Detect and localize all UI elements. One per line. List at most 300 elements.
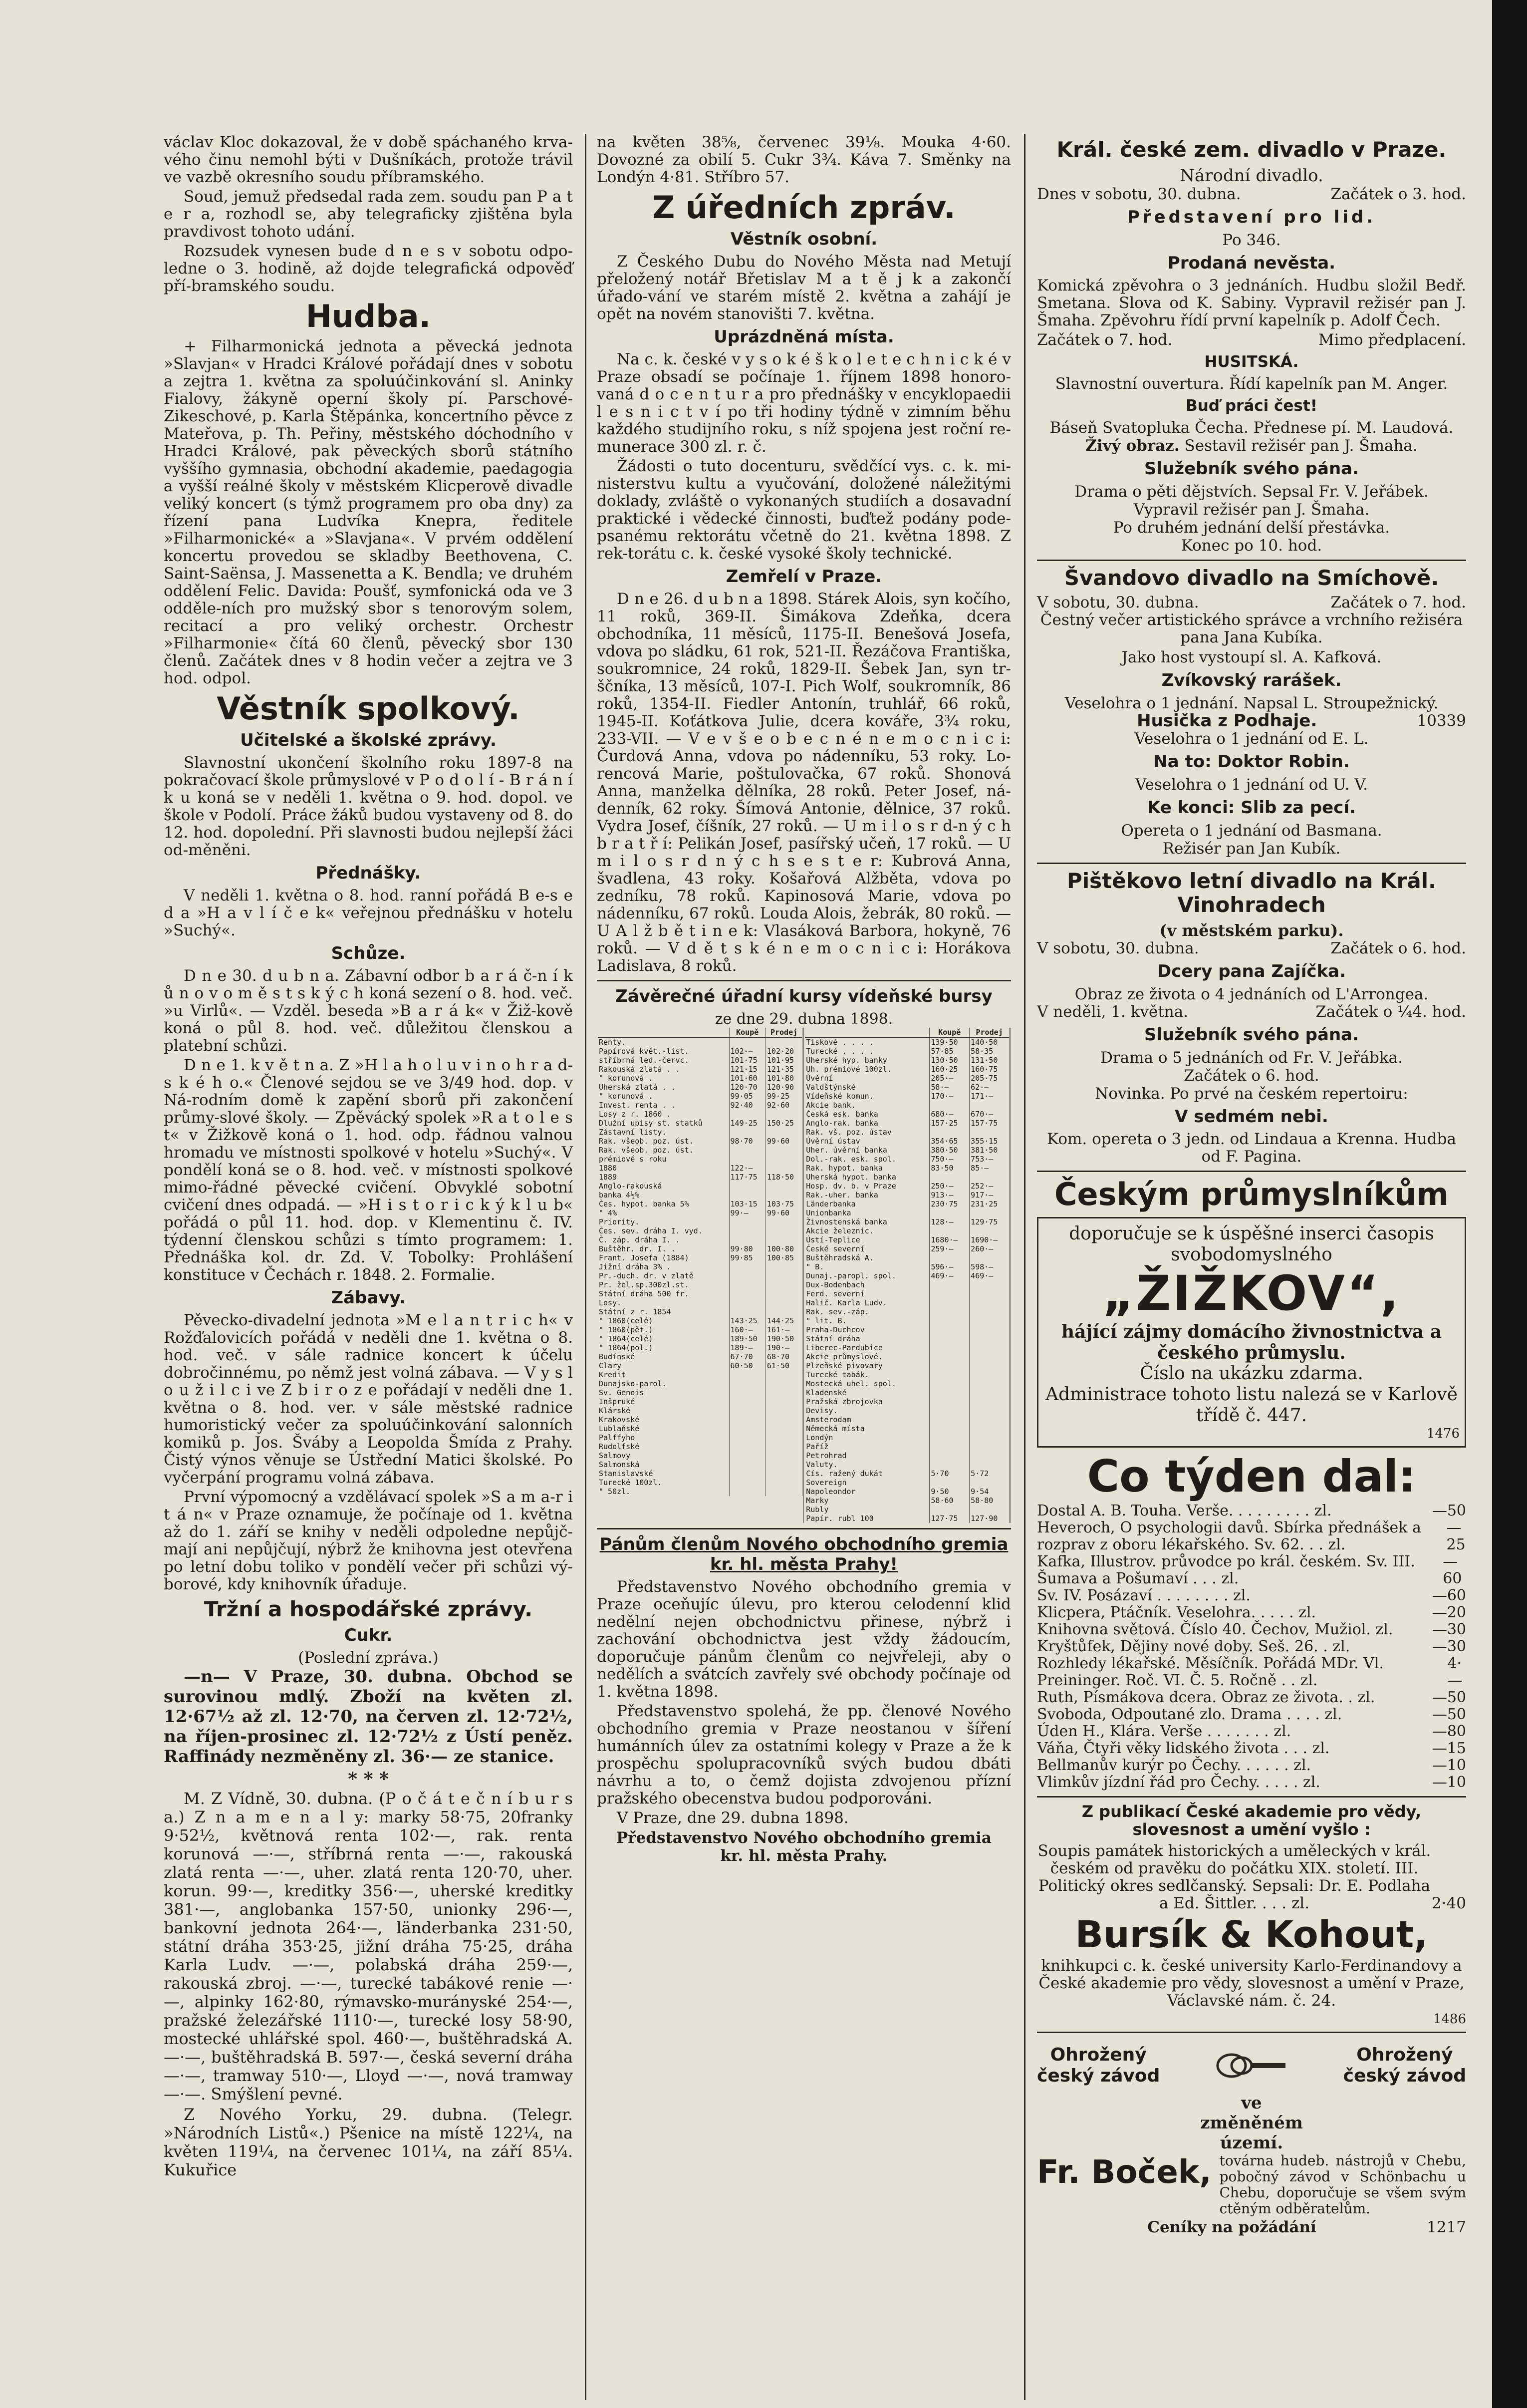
table-row	[598, 1460, 802, 1469]
table-cell	[970, 1101, 1010, 1110]
table-cell: Liberec-Pardubice	[805, 1343, 930, 1352]
table-row	[805, 1244, 1009, 1253]
table-cell: Marky	[805, 1496, 930, 1505]
column-rule	[585, 134, 586, 2400]
table-cell: 160·—	[729, 1325, 765, 1334]
table-row	[805, 1478, 1009, 1487]
table-cell	[970, 1442, 1010, 1451]
table-cell: Dunaj.-paropl. spol.	[805, 1271, 930, 1280]
table-row	[598, 1406, 802, 1415]
table-cell: Buštěhr. dr. I. .	[598, 1244, 729, 1253]
table-row	[598, 1164, 802, 1173]
play-title: Služebník svého pána.	[1144, 1025, 1359, 1045]
table-cell	[930, 1505, 970, 1514]
table-cell	[970, 1460, 1010, 1469]
table-row	[805, 1496, 1009, 1505]
table-row	[805, 1316, 1009, 1325]
table-cell: 144·25	[765, 1316, 802, 1325]
stock-subtable	[598, 1028, 802, 1496]
table-row	[805, 1119, 1009, 1128]
table-cell: 68·70	[765, 1352, 802, 1361]
table-cell	[729, 1182, 765, 1191]
table-cell: 120·70	[729, 1083, 765, 1092]
table-cell	[970, 1370, 1010, 1379]
table-row	[805, 1514, 1009, 1523]
table-row	[598, 1343, 802, 1352]
table-cell	[930, 1226, 970, 1235]
table-cell: Živnostenská banka	[805, 1217, 930, 1226]
program-start: Začátek o 7. hod.	[1037, 331, 1173, 349]
table-header: Koupě	[729, 1028, 765, 1037]
table-cell: Dunajsko-parol.	[598, 1379, 729, 1388]
divider	[597, 980, 1011, 981]
list-item	[1037, 1587, 1466, 1604]
table-cell: 101·75	[729, 1056, 765, 1065]
table-cell	[729, 1397, 765, 1406]
table-cell: 189·50	[729, 1334, 765, 1343]
program-note: Vypravil režisér pan J. Šmaha.	[1133, 501, 1370, 519]
table-row	[598, 1379, 802, 1388]
table-cell: Kredit	[598, 1370, 729, 1379]
table-row	[805, 1200, 1009, 1208]
table-cell	[765, 1262, 802, 1271]
table-cell	[765, 1379, 802, 1388]
table-cell: 913·—	[930, 1191, 970, 1200]
subheading-date: ze dne 29. dubna 1898.	[715, 1010, 893, 1028]
table-row	[805, 1101, 1009, 1110]
table-row	[805, 1379, 1009, 1388]
table-cell	[729, 1406, 765, 1415]
ad-text: Ohrožený	[1356, 2045, 1453, 2065]
table-cell	[729, 1433, 765, 1442]
table-row	[805, 1262, 1009, 1271]
table-cell	[765, 1289, 802, 1298]
table-cell: Dlužní upisy st. statků	[598, 1119, 729, 1128]
table-row	[805, 1128, 1009, 1137]
table-cell	[765, 1460, 802, 1469]
table-cell	[970, 1424, 1010, 1433]
table-cell: " 50zl.	[598, 1487, 729, 1496]
table-header	[805, 1028, 930, 1037]
list-item-price: —25	[1446, 1519, 1466, 1553]
table-cell: Ústí-Teplice	[805, 1235, 930, 1244]
table-cell: 120·90	[765, 1083, 802, 1092]
table-cell	[970, 1352, 1010, 1361]
list-item	[1037, 1757, 1466, 1774]
table-cell	[729, 1110, 765, 1119]
table-row	[598, 1119, 802, 1128]
table-cell: 98·70	[729, 1137, 765, 1146]
table-cell: Státní z r. 1854	[598, 1307, 729, 1316]
table-header	[598, 1028, 729, 1037]
table-row	[805, 1137, 1009, 1146]
divider	[1037, 1796, 1466, 1798]
table-cell: Rak. vš. poz. ústav	[805, 1128, 930, 1137]
table-row	[598, 1424, 802, 1433]
divider	[1037, 560, 1466, 561]
table-cell: Papír. rubl 100	[805, 1514, 930, 1523]
table-cell	[765, 1406, 802, 1415]
signature: kr. hl. města Prahy.	[720, 1847, 888, 1865]
theatre-subtitle: Národní divadlo.	[1180, 166, 1323, 186]
table-cell: Dol.-rak. esk. spol.	[805, 1155, 930, 1164]
table-row	[805, 1235, 1009, 1244]
divider	[1037, 2032, 1466, 2033]
ad-title-prumysl: Českým průmyslníkům	[1054, 1176, 1449, 1212]
table-cell	[729, 1155, 765, 1164]
list-item	[1037, 1706, 1466, 1723]
table-row	[805, 1352, 1009, 1361]
program-note: Novinka. Po prvé na českém repertoiru:	[1095, 1085, 1408, 1103]
ad-row	[1037, 2219, 1466, 2236]
table-cell: Amsterodam	[805, 1415, 930, 1424]
program-row	[1037, 331, 1466, 349]
table-row	[598, 1137, 802, 1146]
list-item-price: —30	[1432, 1638, 1466, 1655]
table-cell	[729, 1469, 765, 1478]
table-row	[805, 1191, 1009, 1200]
table-cell	[970, 1325, 1010, 1334]
table-cell: Rudolfské	[598, 1442, 729, 1451]
program-note: Obraz ze života o 4 jednáních od L'Arrongea.	[1074, 985, 1429, 1003]
table-cell: 57·85	[930, 1047, 970, 1056]
table-cell: Úvěrní	[805, 1074, 930, 1083]
table-cell	[970, 1307, 1010, 1316]
stock-subtable	[805, 1028, 1010, 1523]
table-row	[598, 1469, 802, 1478]
paragraph: Soud, jemuž předsedal rada zem. soudu pan P a t e r a, rozhodl se, aby telegraficky zjištěna byla pravdivost tohoto udání.	[164, 188, 573, 241]
table-cell: Uh. prémiové 100zl.	[805, 1065, 930, 1074]
table-cell: Frant. Josefa (1884)	[598, 1253, 729, 1262]
table-cell: Dux-Bodenbach	[805, 1280, 930, 1289]
table-row	[598, 1226, 802, 1235]
table-cell: 83·50	[930, 1164, 970, 1173]
table-cell	[970, 1298, 1010, 1307]
table-header: Prodej	[765, 1028, 802, 1037]
ad-text: český závod	[1037, 2066, 1160, 2086]
table-row	[598, 1442, 802, 1451]
table-cell	[970, 1397, 1010, 1406]
table-cell: Salmovy	[598, 1451, 729, 1460]
table-cell: Rak. sev.-záp.	[805, 1307, 930, 1316]
table-row	[598, 1370, 802, 1379]
ad-text: Číslo na ukázku zdarma.	[1140, 1363, 1363, 1384]
table-cell	[930, 1379, 970, 1388]
ad-text	[1343, 2045, 1466, 2087]
table-header: Koupě	[930, 1028, 970, 1037]
table-row	[805, 1451, 1009, 1460]
table-cell: Pr.-duch. dr. v zlatě	[598, 1271, 729, 1280]
table-cell: 101·60	[729, 1074, 765, 1083]
table-cell: 355·15	[970, 1137, 1010, 1146]
table-cell: 99·25	[765, 1092, 802, 1101]
table-cell: 99·60	[765, 1137, 802, 1146]
ad-text: Soupis památek historických a uměleckých v král. českém od pravěku do počátku XIX. století. III. Politický okres sedlčanský. Sepsali: Dr. E. Podlaha a Ed. Šittler. . . . zl.	[1037, 1842, 1431, 1912]
table-row	[598, 1280, 802, 1289]
table-cell: 99·85	[729, 1253, 765, 1262]
program-note: Sestavil režisér pan J. Šmaha.	[1184, 437, 1418, 455]
table-row	[598, 1307, 802, 1316]
play-title: Služebník svého pána.	[1144, 459, 1359, 479]
table-cell: 598·—	[970, 1262, 1010, 1271]
table-cell: Uher. úvěrní banka	[805, 1146, 930, 1155]
table-cell	[729, 1451, 765, 1460]
ad-price: 2·40	[1431, 1894, 1466, 1912]
table-cell	[765, 1442, 802, 1451]
table-cell: 250·—	[930, 1182, 970, 1191]
table-cell	[765, 1271, 802, 1280]
play-title: Ke konci: Slib za pecí.	[1147, 798, 1356, 818]
table-row	[598, 1182, 802, 1191]
table-cell	[729, 1217, 765, 1226]
ad-text	[1037, 2093, 1466, 2153]
program-note: Konec po 10. hod.	[1181, 537, 1322, 555]
table-cell: 189·—	[729, 1343, 765, 1352]
program-start: Začátek o 7. hod.	[1330, 594, 1466, 611]
table-cell: 380·50	[930, 1146, 970, 1155]
table-cell: 103·15	[729, 1200, 765, 1208]
table-cell: Devisy.	[805, 1406, 930, 1415]
table-cell	[729, 1226, 765, 1235]
separator-stars: * * *	[348, 1769, 389, 1790]
table-cell: Pr. žel.sp.300zl.st.	[598, 1280, 729, 1289]
list-item-title: Váňa, Čtyři věky lidského života . . . zl.	[1037, 1740, 1330, 1757]
program-row	[1037, 940, 1466, 957]
table-cell: Hosp. dv. b. v Praze	[805, 1182, 930, 1191]
table-row	[805, 1433, 1009, 1442]
paragraph: Z Českého Dubu do Nového Města nad Metují přeložený notář Břetislav M a t ě j k a zakončí úřado-vání ve starém místě 2. května a zahájí je opět na novém stanovišti 7. května.	[597, 253, 1011, 323]
table-row	[598, 1334, 802, 1343]
table-row	[598, 1361, 802, 1370]
subheading: Přednášky.	[315, 863, 421, 883]
table-cell	[930, 1173, 970, 1182]
list-item-title: Kryštůfek, Dějiny nové doby. Seš. 26. . zl.	[1037, 1638, 1350, 1655]
list-item-title: Klicpera, Ptáčník. Veselohra. . . . . zl.	[1037, 1604, 1316, 1621]
table-cell: 596·—	[930, 1262, 970, 1271]
table-row	[805, 1208, 1009, 1217]
table-row	[805, 1307, 1009, 1316]
table-cell: Salmonská	[598, 1460, 729, 1469]
table-cell: Uherské hyp. banky	[805, 1056, 930, 1065]
table-cell: 58·—	[930, 1083, 970, 1092]
table-cell	[765, 1217, 802, 1226]
list-item-title: Svoboda, Odpoutané zlo. Drama . . . . zl.	[1037, 1706, 1342, 1723]
table-cell: 131·50	[970, 1056, 1010, 1065]
table-row	[598, 1262, 802, 1271]
table-cell: 5·70	[930, 1469, 970, 1478]
table-cell	[930, 1208, 970, 1217]
table-cell	[970, 1280, 1010, 1289]
table-cell	[729, 1298, 765, 1307]
list-item	[1037, 1503, 1466, 1519]
table-cell: 102·20	[765, 1047, 802, 1056]
table-cell	[765, 1298, 802, 1307]
paragraph: V Praze, dne 29. dubna 1898.	[617, 1809, 849, 1827]
ad-text: území.	[1220, 2133, 1283, 2153]
table-cell: Petrohrad	[805, 1451, 930, 1460]
table-cell: 917·—	[970, 1191, 1010, 1200]
table-cell: " lit. B.	[805, 1316, 930, 1325]
paragraph: D n e 26. d u b n a 1898. Stárek Alois, syn kočího, 11 roků, 369-II. Šimákova Zdeňka, dcera obchodníka, 11 měsíců, 1175-II. Benešová Josefa, vdova po sládku, 61 rok, 521-II. Řezáčova Františka, soukromnice, 24 roků, 1829-II. Šebek Jan, syn tr-ščníka, 13 měsíců, 107-I. Pich Wolf, soukromník, 86 roků, 1354-II. Fiedler Antonín, truhlář, 66 roků, 1945-II. Koťátkova Julie, dcera kováře, 3¾ roku, 233-VII. — V e v š e o b e c n é n e m o c n i c i: Čurdová Anna, vdova po nádenníku, 53 roky. Lo-rencová Marie, poštulovačka, 67 roků. Shonová Anna, manželka dělníka, 28 roků. Peter Josef, ná-denník, 62 roky. Šímová Antonie, dělnice, 37 roků. Vydra Josef, číšník, 27 roků. — U m i l o s r d-n ý c h b r a t ř í: Pelikán Josef, pasířský učeň, 17 roků. — U m i l o s r d n ý c h s e s t e r: Kubrová Anna, švadlena, 43 roky. Košařová Alžběta, vdova po zedníku, 78 roků. Kapinosová Marie, vdova po nádenníku, 67 roků. Louda Alois, žebrák, 80 roků. — U A l ž b ě t i n e k: Vlasáková Barbora, hokyně, 76 roků. — V d ě t s k é n e m o c n i c i: Horákova Ladislava, 8 roků.	[597, 590, 1011, 975]
ad-number: 1476	[1426, 1426, 1460, 1441]
divider	[1037, 1171, 1466, 1172]
paragraph: Komická zpěvohra o 3 jednáních. Hudbu složil Bedř. Smetana. Slova od K. Sabiny. Vypravil režisér pan J. Šmaha. Zpěvohru řídí první kapelník p. Adolf Čech.	[1037, 277, 1466, 329]
table-cell: 122·—	[729, 1164, 765, 1173]
table-cell	[765, 1415, 802, 1424]
program-note: Režisér pan Jan Kubík.	[1162, 840, 1341, 858]
table-cell: Státní dráha	[805, 1334, 930, 1343]
paragraph: —n— V Praze, 30. dubna. Obchod se surovinou mdlý. Zboží na květen zl. 12·67½ až zl. 12·70, na červen zl. 12·72½, na říjen-prosinec zl. 12·72½ z Ústí peněz. Raffinády nezměněny zl. 36·— ze stanice.	[164, 1667, 573, 1767]
table-cell: prémiové s roku	[598, 1155, 729, 1164]
list-item	[1037, 1655, 1466, 1689]
table-cell	[970, 1173, 1010, 1182]
play-title: Dcery pana Zajíčka.	[1157, 961, 1346, 981]
table-cell: 60·50	[729, 1361, 765, 1370]
table-cell: Turecké . . . .	[805, 1047, 930, 1056]
play-title: HUSITSKÁ.	[1204, 353, 1299, 371]
paragraph: Čestný večer artistického správce a vrchního režiséra pana Jana Kubíka.	[1040, 611, 1463, 646]
ad-text: Ceníky na požádání	[1147, 2218, 1316, 2236]
table-cell: Plzeňské pivovary	[805, 1361, 930, 1370]
divider	[597, 1528, 1011, 1529]
table-cell: 1889	[598, 1173, 729, 1182]
table-cell: 129·75	[970, 1217, 1010, 1226]
table-row	[805, 1164, 1009, 1173]
table-cell	[765, 1235, 802, 1244]
program-note: Drama o pěti dějstvích. Sepsal Fr. V. Jeřábek.	[1074, 483, 1429, 501]
table-cell	[729, 1280, 765, 1289]
table-cell	[765, 1155, 802, 1164]
table-row	[598, 1173, 802, 1182]
stock-table-right	[804, 1028, 1011, 1523]
table-row	[598, 1388, 802, 1397]
play-title: Husička z Podhaje.	[1137, 711, 1317, 731]
table-cell	[729, 1307, 765, 1316]
table-cell: 99·80	[729, 1244, 765, 1253]
theatre-title-svanda: Švandovo divadlo na Smíchově.	[1064, 566, 1439, 590]
list-item	[1037, 1519, 1466, 1553]
list-item	[1037, 1723, 1466, 1740]
table-row	[598, 1433, 802, 1442]
list-item	[1037, 1621, 1466, 1638]
table-cell	[729, 1442, 765, 1451]
table-cell	[729, 1388, 765, 1397]
ad-title-bursik: Bursík & Kohout,	[1075, 1913, 1428, 1956]
table-cell: 171·—	[970, 1092, 1010, 1101]
table-cell: 680·—	[930, 1110, 970, 1119]
table-cell: 750·—	[930, 1155, 970, 1164]
table-cell	[970, 1361, 1010, 1370]
table-cell: Čes. sev. dráha I. vyd.	[598, 1226, 729, 1235]
ad-text: český závod	[1343, 2066, 1466, 2086]
subheading: Schůze.	[331, 943, 406, 963]
paragraph: Z Nového Yorku, 29. dubna. (Telegr. »Národních Listů«.) Pšenice na místě 122¼, na květen 119¼, na červenec 101¼, na září 85¼. Kukuřice	[164, 2105, 573, 2179]
table-cell: 150·25	[765, 1119, 802, 1128]
table-cell	[765, 1469, 802, 1478]
table-cell: 753·—	[970, 1155, 1010, 1164]
list-item-price: —60	[1432, 1587, 1466, 1604]
table-cell: 190·50	[765, 1334, 802, 1343]
table-cell: Akcie železnic.	[805, 1226, 930, 1235]
table-row	[805, 1146, 1009, 1155]
table-row	[805, 1460, 1009, 1469]
table-cell: 99·—	[729, 1208, 765, 1217]
list-item-price: —50	[1432, 1706, 1466, 1723]
program-note: Drama o 5 jednáních od Fr. V. Jeřábka.	[1100, 1049, 1403, 1067]
table-row	[598, 1244, 802, 1253]
table-cell: Česká esk. banka	[805, 1110, 930, 1119]
table-cell	[930, 1298, 970, 1307]
table-row	[805, 1280, 1009, 1289]
table-cell: 1690·—	[970, 1235, 1010, 1244]
table-cell	[765, 1370, 802, 1379]
table-row	[598, 1065, 802, 1074]
table-cell: Cís. ražený dukát	[805, 1469, 930, 1478]
program-note: Veselohra o 1 jednání. Napsal L. Stroupežnický.	[1064, 694, 1439, 712]
table-cell	[930, 1460, 970, 1469]
table-cell: 127·75	[930, 1514, 970, 1523]
list-item-title: Heveroch, O psychologii davů. Sbírka přednášek a rozprav z oboru lékařského. Sv. 62. . . zl.	[1037, 1519, 1421, 1553]
program-note: Po 346.	[1222, 231, 1281, 249]
table-row	[598, 1047, 802, 1056]
table-cell	[930, 1406, 970, 1415]
table-row	[805, 1217, 1009, 1226]
table-row	[805, 1289, 1009, 1298]
table-cell: Rak.-uher. banka	[805, 1191, 930, 1200]
table-row	[598, 1487, 802, 1496]
table-cell: 5·72	[970, 1469, 1010, 1478]
program-row	[1037, 437, 1466, 455]
table-cell	[970, 1451, 1010, 1460]
table-cell: Paříž	[805, 1442, 930, 1451]
list-item	[1037, 1689, 1466, 1706]
table-cell: 381·50	[970, 1146, 1010, 1155]
list-item-title: Rozhledy lékařské. Měsíčník. Pořádá MDr. Vl. Preininger. Roč. VI. Č. 5. Ročně . . zl.	[1037, 1655, 1384, 1689]
table-row	[598, 1083, 802, 1092]
table-cell	[765, 1182, 802, 1191]
table-cell: 121·15	[729, 1065, 765, 1074]
table-cell	[765, 1226, 802, 1235]
table-row	[805, 1047, 1009, 1056]
play-title: V sedmém nebi.	[1175, 1107, 1328, 1127]
table-cell: Papírová květ.-list.	[598, 1047, 729, 1056]
page-binding-edge	[1492, 0, 1527, 2408]
subheading: Cukr.	[344, 1625, 393, 1645]
table-row	[805, 1469, 1009, 1478]
table-row	[805, 1092, 1009, 1101]
table-cell: Klárské	[598, 1406, 729, 1415]
table-cell: 469·—	[970, 1271, 1010, 1280]
theatre-title-national: Král. české zem. divadlo v Praze.	[1056, 137, 1447, 162]
ad-text: hájící zájmy domácího živnostnictva a českého průmyslu.	[1061, 1321, 1442, 1363]
table-cell	[930, 1370, 970, 1379]
table-cell	[765, 1424, 802, 1433]
paragraph: První výpomocný a vzdělávací spolek »S a m a-r i t á n« v Praze oznamuje, že počínaje od 1. května až do 1. září se knihy v neděli odpoledne nepůjč-mají ani nepůjčují, nýbrž že knihovna jest otevřena po letní dobu toliko v pondělí večer při schůzi vý-borové, kdy knihovník úřaduje.	[164, 1488, 573, 1593]
section-heading-spolky: Věstník spolkový.	[217, 690, 520, 727]
program-date: V sobotu, 30. dubna.	[1037, 939, 1199, 957]
table-cell	[765, 1397, 802, 1406]
table-cell	[930, 1343, 970, 1352]
section-heading-trzni: Tržní a hospodářské zprávy.	[204, 1597, 533, 1621]
list-item	[1037, 1774, 1466, 1791]
list-item	[1037, 1553, 1466, 1587]
subheading-note: (Poslední zpráva.)	[298, 1649, 439, 1667]
paragraph: Žádosti o tuto docenturu, svědčící vys. c. k. mi-nisterstvu kultu a vyučování, doložené náležitými doklady, zvláště o vykonaných studiích a dosavadní praktické i vědecké činnosti, buďtež podány pode-psanému rektorátu včetně do 21. května 1898. Z rek-torátu c. k. české vysoké školy technické.	[597, 457, 1011, 563]
table-cell: " 1860(pět.)	[598, 1325, 729, 1334]
table-row	[805, 1406, 1009, 1415]
ad-zizkov	[1037, 1217, 1466, 1448]
table-cell	[930, 1451, 970, 1460]
